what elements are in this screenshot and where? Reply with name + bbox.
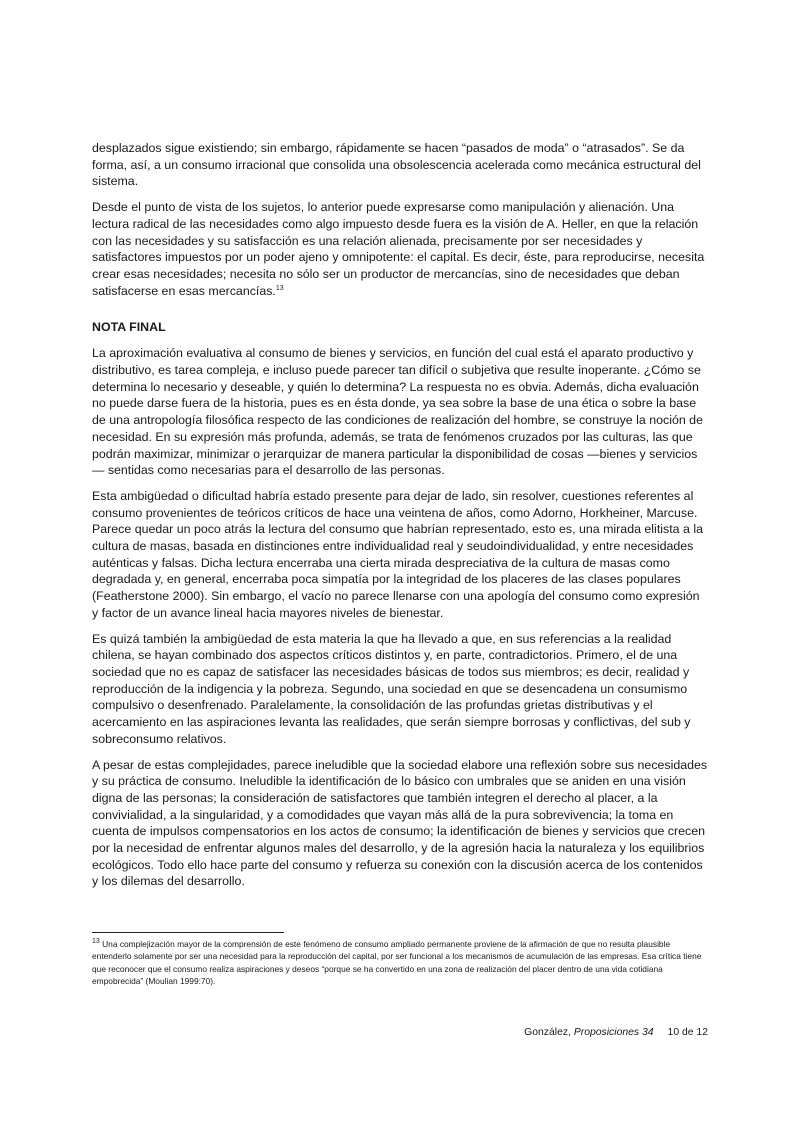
footnote-reference: 13 [275,284,284,292]
footnote-number: 13 [92,938,100,946]
footnote [92,938,708,988]
paragraph-text: Desde el punto de vista de los sujetos, lo anterior puede expresarse como manipulación y alienación. Una lectura radical de las necesidades como algo impuesto desde fuera es la visión de A. Heller, en que la relación con las necesidades y su satisfacción es una relación alienada, precisamente por ser necesidades y satisfactores impuestos por un poder ajeno y omnipotente: el capital. Es decir, éste, para reproducirse, necesita crear esas necesidades; necesita no sólo ser un productor de mercancías, sino de necesidades que deban satisfacerse en esas mercancías. [92,200,705,298]
paragraph: A pesar de estas complejidades, parece ineludible que la sociedad elabore una reflexión sobre sus necesidades y su práctica de consumo. Ineludible la identificación de lo básico con umbrales que se aniden en una visión digna de las personas; la consideración de satisfactores que también integren el derecho al placer, a la convivialidad, a la singularidad, y a comodidades que vayan más allá de la pura sobrevivencia; la toma en cuenta de impulsos compensatorios en los actos de consumo; la identificación de bienes y servicios que crecen por la necesidad de enfrentar algunos males del desarrollo, y de la agresión hacia la naturaleza y los equilibrios ecológicos. Todo ello hace parte del consumo y refuerza su conexión con la discusión acerca de los contenidos y los dilemas del desarrollo. [92,757,708,889]
document-body [92,140,708,899]
section-heading: NOTA FINAL [92,320,166,335]
paragraph: Esta ambigüedad o dificultad habría estado presente para dejar de lado, sin resolver, cuestiones referentes al consumo provenientes de teóricos críticos de hace una veintena de años, como Adorno, Horkheiner, Marcuse. Parece quedar un poco atrás la lectura del consumo que habrían representado, esto es, una mirada elitista a la cultura de masas, basada en distinciones entre individualidad real y seudoindividualidad, y entre necesidades auténticas y falsas. Dicha lectura encerraba una cierta mirada despreciativa de la cultura de masas como degradada y, en general, encerraba poca simpatía por la integridad de los placeres de las clases populares (Featherstone 2000). Sin embargo, el vacío no parece llenarse con una apología del consumo como expresión y factor de un avance lineal hacia mayores niveles de bienestar. [92,488,703,620]
paragraph: Es quizá también la ambigüedad de esta materia la que ha llevado a que, en sus referencias a la realidad chilena, se hayan combinado dos aspectos críticos distintos y, en parte, contradictorios. Primero, el de una sociedad que no es capaz de satisfacer las necesidades básicas de todos sus miembros; es decir, realidad y reproducción de la indigencia y la pobreza. Segundo, una sociedad en que se desencadena un consumismo compulsivo o desenfrenado. Paralelamente, la consolidación de las profundas grietas distributivas y el acercamiento en las aspiraciones levanta las realidades, que serán siempre borrosas y conflictivas, del sub y sobreconsumo relativos. [92,631,691,746]
footnote-body: Una complejización mayor de la comprensión de este fenómeno de consumo ampliado permanente proviene de la afirmación de que no resulta plausible entenderlo solamente por ser una necesidad para la reproducción del capital, por ser funcional a los mecanismos de acumulación de las empresas. Esa crítica tiene que reconocer que el consumo realiza aspiraciones y deseos “porque se ha convertido en una zona de realización del placer dentro de una vida cotidiana empobrecida” (Moulian 1999:70). [92,939,702,987]
footer-publication: Proposiciones 34 [573,1027,654,1038]
footnote-text [92,938,708,988]
footer-author: González, [524,1027,574,1038]
page-number: 10 de 12 [667,1027,708,1038]
page-footer [524,1026,708,1040]
paragraph: desplazados sigue existiendo; sin embargo, rápidamente se hacen “pasados de moda” o “atrasados”. Se da forma, así, a un consumo irracional que consolida una obsolescencia acelerada como mecánica estructural del sistema. [92,141,701,189]
footnote-divider [92,932,284,933]
paragraph: La aproximación evaluativa al consumo de bienes y servicios, en función del cual está el aparato productivo y distributivo, es tarea compleja, e incluso puede parecer tan difícil o subjetiva que resulte inoperante. ¿Cómo se determina lo necesario y deseable, y quién lo determina? La respuesta no es obvia. Además, dicha evaluación no puede darse fuera de la historia, pues es en ésta donde, ya sea sobre la base de una ética o sobre la base de una antropología filosófica respecto de las condiciones de realización del hombre, se construye la noción de necesidad. En su expresión más profunda, además, se trata de fenómenos cruzados por las culturas, las que podrán maximizar, minimizar o jerarquizar de manera particular la disponibilidad de cosas —bienes y servicios— sentidas como necesarias para el desarrollo de las personas. [92,346,703,478]
paragraph [92,199,708,299]
